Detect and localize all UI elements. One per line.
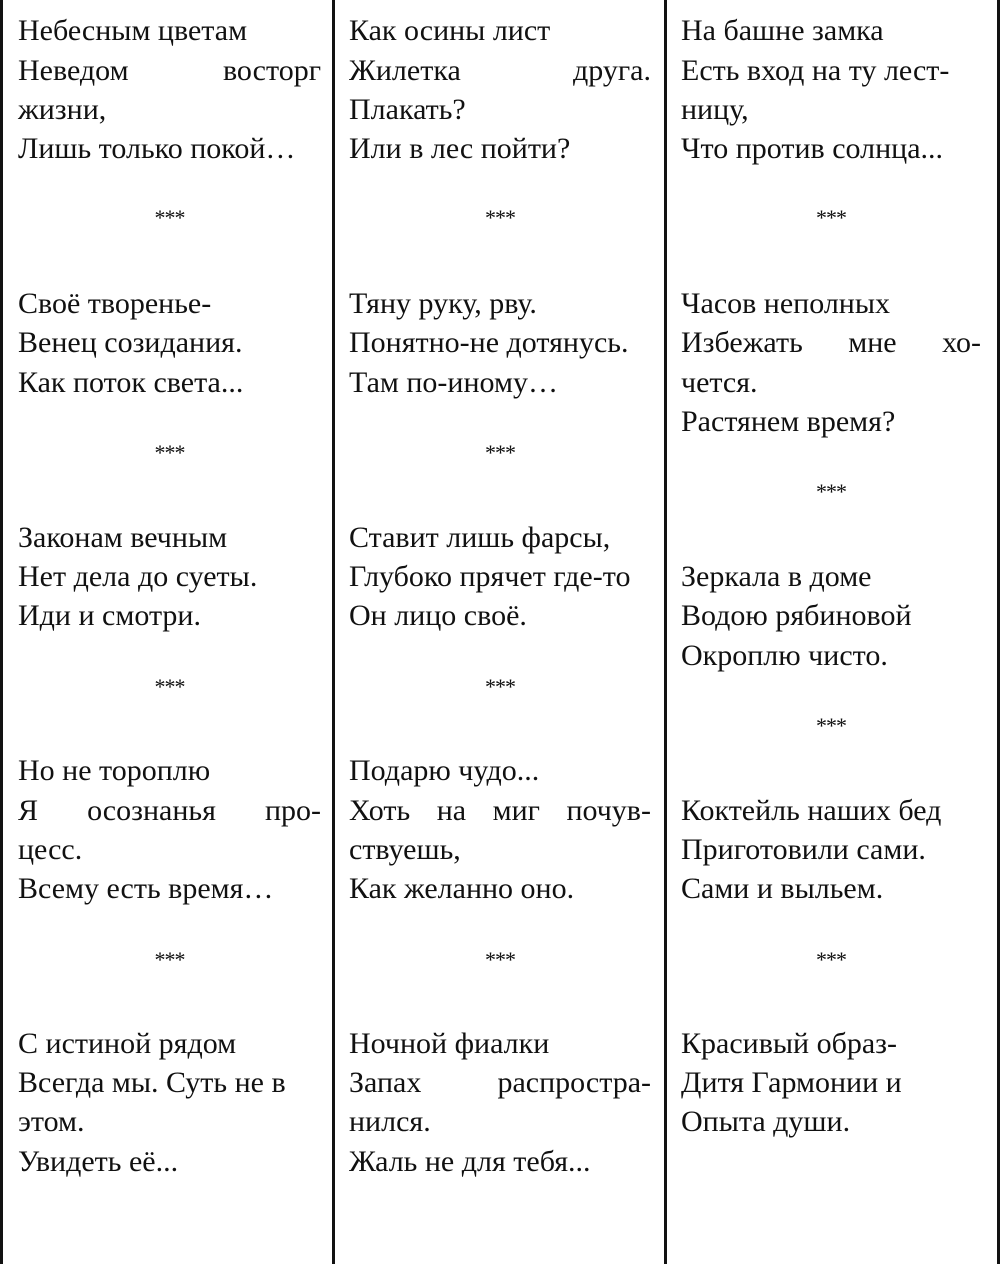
poem-line: Но не тороплю xyxy=(18,754,211,787)
poem-column-3 xyxy=(681,0,981,1264)
poem-line xyxy=(18,52,321,90)
stanza-separator: *** xyxy=(485,674,515,699)
poem-line: Приготовили сами. xyxy=(681,833,926,866)
poem-line xyxy=(349,792,651,830)
stanza-separator: *** xyxy=(154,205,185,230)
poem-word: мне xyxy=(848,326,897,359)
poem-word: Я xyxy=(18,794,39,827)
poem-line: Всегда мы. Суть не в xyxy=(18,1066,286,1099)
poem-line: ницу, xyxy=(681,93,749,126)
poem-line: Понятно-не дотянусь. xyxy=(349,326,629,359)
column-divider-2 xyxy=(664,0,667,1264)
column-border-left xyxy=(0,0,3,1264)
poem-line: Ставит лишь фарсы, xyxy=(349,521,611,554)
poem-line: Глубоко прячет где-то xyxy=(349,560,631,593)
poem-line: Сами и выльем. xyxy=(681,872,884,905)
poem-line: Там по-иному… xyxy=(349,366,558,399)
stanza-separator: *** xyxy=(154,440,185,465)
poem-line: Как поток света... xyxy=(18,366,244,399)
poem-word: распростра- xyxy=(497,1066,651,1099)
poem-line: Дитя Гармонии и xyxy=(681,1066,902,1099)
stanza-separator: *** xyxy=(485,947,515,972)
poem-line: Растянем время? xyxy=(681,405,896,438)
poem-line: Он лицо своё. xyxy=(349,599,527,632)
poem-line xyxy=(681,324,981,362)
poem-line: Что против солнца... xyxy=(681,132,944,165)
poem-line: Увидеть её... xyxy=(18,1145,179,1178)
poem-line: чется. xyxy=(681,366,758,399)
poem-line: Законам вечным xyxy=(18,521,228,554)
poem-word: хо- xyxy=(942,326,981,359)
poem-line: Тяну руку, рву. xyxy=(349,287,537,320)
stanza-separator: *** xyxy=(816,947,846,972)
poem-line: Подарю чудо... xyxy=(349,754,540,787)
stanza-separator: *** xyxy=(154,947,185,972)
poem-line: цесс. xyxy=(18,833,83,866)
poem-line: Как осины лист xyxy=(349,14,551,47)
poem-line: Окроплю чисто. xyxy=(681,639,888,672)
poem-word: на xyxy=(436,794,467,827)
poem-line: Венец созидания. xyxy=(18,326,243,359)
poem-line: Своё творенье- xyxy=(18,287,212,320)
poem-line xyxy=(349,52,651,90)
stanza-separator: *** xyxy=(485,440,515,465)
poem-word: осознанья xyxy=(87,794,216,827)
poem-word: восторг xyxy=(222,54,321,87)
poem-line: этом. xyxy=(18,1105,85,1138)
poem-word: Избежать xyxy=(681,326,803,359)
poem-word: Хоть xyxy=(349,794,411,827)
poem-word: почув- xyxy=(566,794,651,827)
poem-line: Или в лес пойти? xyxy=(349,132,571,165)
stanza-separator: *** xyxy=(485,205,515,230)
poem-word: Запах xyxy=(349,1066,422,1099)
stanza-separator: *** xyxy=(154,674,185,699)
poem-line: жизни, xyxy=(18,93,107,126)
poem-word: миг xyxy=(492,794,540,827)
stanza-separator: *** xyxy=(816,713,846,738)
stanza-separator: *** xyxy=(816,479,846,504)
poem-line: Нет дела до суеты. xyxy=(18,560,258,593)
poem-line: Часов неполных xyxy=(681,287,891,320)
poem-word: Неведом xyxy=(18,54,129,87)
poem-line: Жаль не для тебя... xyxy=(349,1145,591,1178)
poem-line: Зеркала в доме xyxy=(681,560,872,593)
poem-line: На башне замка xyxy=(681,14,884,47)
poem-line: Опыта души. xyxy=(681,1105,851,1138)
poem-line xyxy=(349,1064,651,1102)
poem-column-1 xyxy=(18,0,321,1264)
poem-line: Ночной фиалки xyxy=(349,1027,550,1060)
poem-word: про- xyxy=(264,794,321,827)
poem-line: Есть вход на ту лест- xyxy=(681,54,950,87)
poem-line xyxy=(18,792,321,830)
poem-word: друга. xyxy=(573,54,651,87)
poem-line: Красивый образ- xyxy=(681,1027,897,1060)
poem-line: Иди и смотри. xyxy=(18,599,201,632)
poem-line: нился. xyxy=(349,1105,431,1138)
poem-line: Водою рябиновой xyxy=(681,599,912,632)
poem-line: Плакать? xyxy=(349,93,466,126)
poem-column-2 xyxy=(349,0,651,1264)
poem-line: Коктейль наших бед xyxy=(681,794,942,827)
poem-line: Небесным цветам xyxy=(18,14,248,47)
poem-line: Всему есть время… xyxy=(18,872,274,905)
poem-line: С истиной рядом xyxy=(18,1027,237,1060)
poem-line: Как желанно оно. xyxy=(349,872,575,905)
poem-line: Лишь только покой… xyxy=(18,132,296,165)
poem-line: ствуешь, xyxy=(349,833,461,866)
stanza-separator: *** xyxy=(816,205,846,230)
poem-word: Жилетка xyxy=(349,54,461,87)
column-divider-1 xyxy=(332,0,335,1264)
